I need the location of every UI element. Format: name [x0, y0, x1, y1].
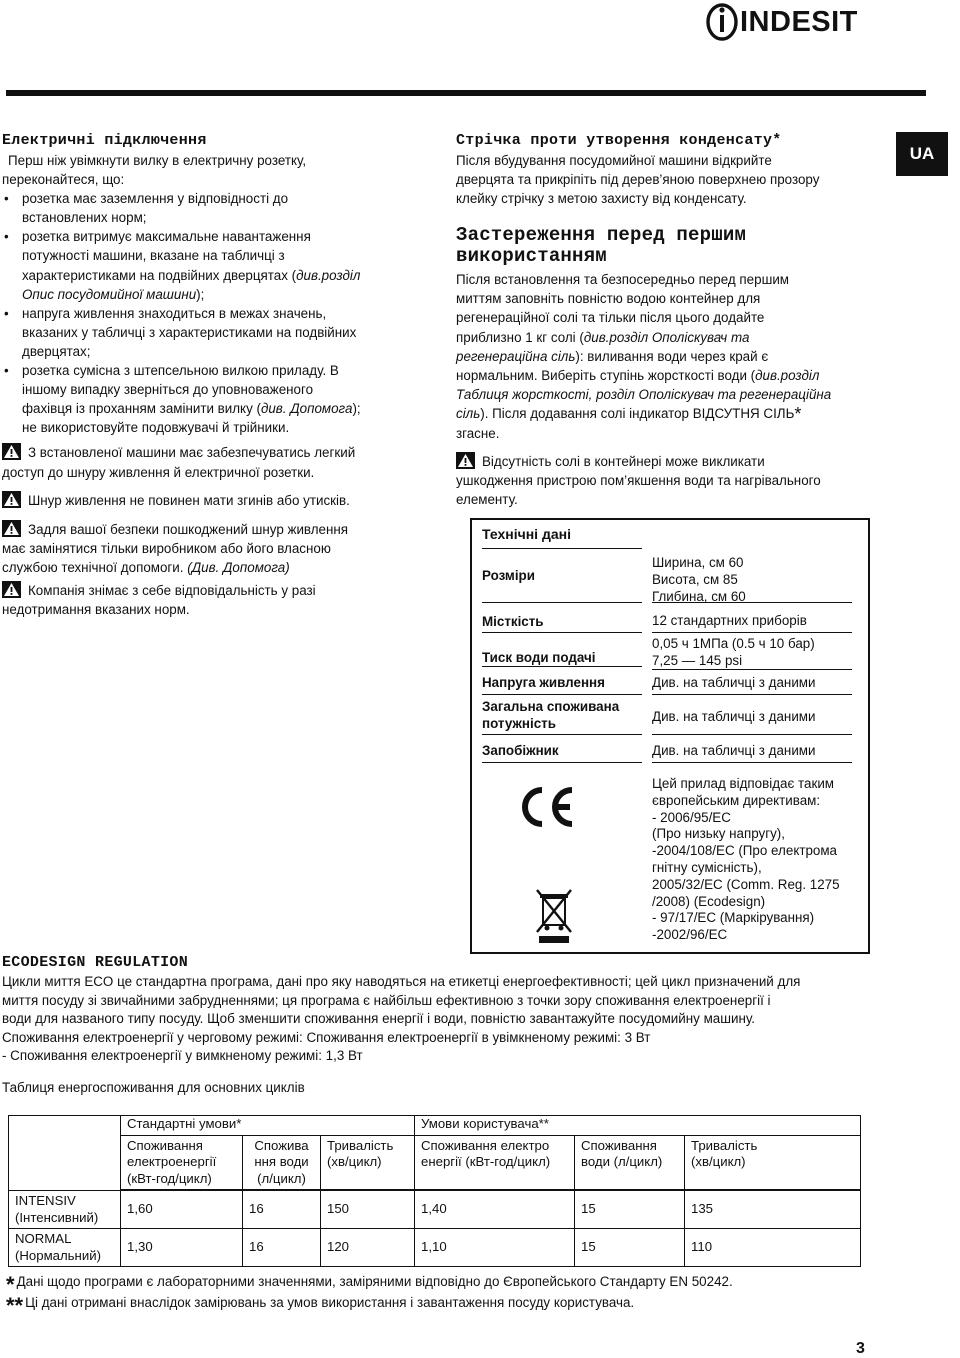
- text-line: клейку стрічку з метою захисту від конденсату.: [456, 191, 747, 207]
- text-line: Після вбудування посудомийної машини відкрийте: [456, 153, 772, 168]
- warning-paragraph: Задля вашої безпеки пошкоджений шнур живлення має замінятися тільки виробником або його власною службою технічної допомоги. (Див. Допомога): [2, 521, 349, 575]
- group-header: Стандартні умови*: [121, 1116, 415, 1136]
- spec-label: Тиск води подачі: [482, 638, 642, 667]
- spec-value: 12 стандартних приборів: [652, 612, 852, 633]
- group-header: Умови користувача**: [415, 1116, 861, 1136]
- warning-paragraph: З встановленої машини має забезпечуватись легкий доступ до шнуру живлення й електричної розетки.: [2, 445, 356, 480]
- text-line: води для названого типу посуду. Щоб зменшити споживання енергії і води, повністю завантажуйте посудомийну машину.: [2, 1011, 755, 1027]
- table-row: INTENSIV (Інтенсивний) 1,60 16 150 1,40 15 135: [9, 1191, 861, 1229]
- right-column: [456, 131, 886, 509]
- text-line: Цикли миття ECO це стандартна програма, дані про яку наводяться на етикетці енергоефективності; цей цикл призначений для: [2, 974, 801, 989]
- text-line: дверцята та прикріпіть під дерев’яною поверхнею прозору: [456, 172, 820, 188]
- language-tab: UA: [896, 132, 948, 176]
- first-use-paragraph: Після встановлення та безпосередньо перед першим миттям заповніть повністю водою контейнер для регенераційної солі та тільки після цього додайте приблизно 1 кг солі (див.розділ Ополіскувач та регенераційна сіль): виливання води через край є нормальним. Виберіть ступінь жорсткості води (див.розділ Таблиця жорсткості, розділ Ополіскувач та регенераційна сіль). Після додавання солі індикатор ВІДСУТНЯ СІЛЬ* згасне.: [456, 272, 832, 442]
- list-item: • розетка сумісна з штепсельною вилкою приладу. В іншому випадку зверніться до уповноваженого фахівця із проханням замінити вилку (див. Допомога); не використовуйте подовжувачі й трійники.: [2, 361, 422, 437]
- warning-icon: [2, 581, 21, 598]
- warning-paragraph: Компанія знімає з себе відповідальність у разі недотримання вказаних норм.: [2, 582, 316, 618]
- header-rule: [6, 90, 926, 96]
- footnote-2: ** Ці дані отримані внаслідок замірювань за умов використання і завантаження посуду користувача.: [6, 1293, 635, 1318]
- corner-cell: [9, 1116, 121, 1191]
- eu-directives: Цей прилад відповідає таким європейським директивам: - 2006/95/EC (Про низьку напругу), -2004/108/EC (Про електрома гнітну сумісність), 2005/32/EC (Comm. Reg. 1275 /2008) (Ecodesign) - 97/17/EC (Маркірування) -2002/96/EC: [652, 776, 840, 943]
- warning-paragraph: Шнур живлення не повинен мати згинів або утисків.: [2, 491, 422, 510]
- weee-bin-icon: [534, 888, 574, 944]
- spec-value: 0,05 ч 1МПа (0.5 ч 10 бар) 7,25 — 145 psi: [652, 635, 852, 670]
- spec-value: Див. на табличці з даними: [652, 674, 852, 695]
- technical-data-box: [470, 518, 870, 954]
- spec-value: Ширина, см 60 Висота, см 85 Глибина, см 60: [652, 554, 852, 603]
- energy-consumption-table: [8, 1115, 861, 1267]
- ecodesign-section: [2, 953, 902, 1098]
- spec-value: Див. на табличці з даними: [652, 708, 852, 735]
- column-header: Споживання електро енергії (кВт-год/цикл): [415, 1135, 575, 1190]
- spec-title: Технічні дані: [482, 526, 642, 549]
- left-column: [2, 131, 422, 619]
- section-title-electrical: Електричні підключення: [2, 132, 207, 149]
- column-header: Тривалість (хв/цикл): [685, 1135, 861, 1190]
- section-title-first-use: Застереження перед першим використанням: [456, 224, 747, 268]
- warning-icon: [2, 491, 21, 508]
- spec-label: Місткість: [482, 610, 642, 633]
- section-title-ecodesign: ECODESIGN REGULATION: [2, 954, 189, 971]
- spec-label: Розміри: [482, 548, 642, 603]
- spec-label: Загальна споживана потужність: [482, 698, 642, 735]
- page-number: 3: [856, 1340, 865, 1357]
- warning-icon: [2, 520, 21, 537]
- column-header: Споживання води (л/цикл): [575, 1135, 685, 1190]
- warning-icon: [456, 452, 475, 469]
- brand-name: INDESIT: [740, 6, 858, 38]
- spec-value: Див. на табличці з даними: [652, 742, 852, 763]
- text-line: - Споживання електроенергії у вимкненому режимі: 1,3 Вт: [2, 1048, 363, 1064]
- column-header: Споживання електроенергії (кВт-год/цикл): [121, 1135, 243, 1190]
- list-item: • розетка витримує максимальне навантаження потужності машини, вказане на табличці з характеристиками на подвійних дверцятах (див.розділ Опис посудомийної машини);: [2, 227, 422, 303]
- section-title-condensation-strip: Стрічка проти утворення конденсату*: [456, 132, 782, 149]
- table-caption: Таблиця енергоспоживання для основних циклів: [2, 1079, 305, 1095]
- text-line: миття посуду зі звичайними забрудненнями; ця програма є найбільш ефективною з точки зору споживання електроенергії і: [2, 992, 771, 1008]
- program-name: INTENSIV (Інтенсивний): [9, 1191, 121, 1229]
- intro-line: Перш ніж увімкнути вилку в електричну розетку,: [8, 153, 307, 168]
- column-header: Тривалість (хв/цикл): [321, 1135, 415, 1190]
- intro-line: переконайтеся, що:: [2, 172, 125, 188]
- column-header: Спожива ння води (л/цикл): [243, 1135, 321, 1190]
- spec-label: Запобіжник: [482, 742, 642, 763]
- text-line: Споживання електроенергії у черговому режимі: Споживання електроенергії в увімкненому режимі: 3 Вт: [2, 1029, 651, 1045]
- list-item: • напруга живлення знаходиться в межах значень, вказаних у табличці з характеристиками на подвійних дверцятах;: [2, 304, 422, 361]
- ce-mark-icon: [514, 784, 578, 830]
- table-row: NORMAL (Нормальний) 1,30 16 120 1,10 15 110: [9, 1229, 861, 1267]
- warning-paragraph: Відсутність солі в контейнері може викликати ушкодження пристрою пом’якшення води та нагрівального елементу.: [456, 454, 821, 508]
- footnote-1: * Дані щодо програми є лабораторними значеннями, заміряними відповідно до Європейського Стандарту EN 50242.: [6, 1272, 733, 1297]
- warning-icon: [2, 443, 21, 460]
- program-name: NORMAL (Нормальний): [9, 1229, 121, 1267]
- list-item: • розетка має заземлення у відповідності до встановлених норм;: [2, 189, 422, 227]
- spec-label: Напруга живлення: [482, 674, 642, 695]
